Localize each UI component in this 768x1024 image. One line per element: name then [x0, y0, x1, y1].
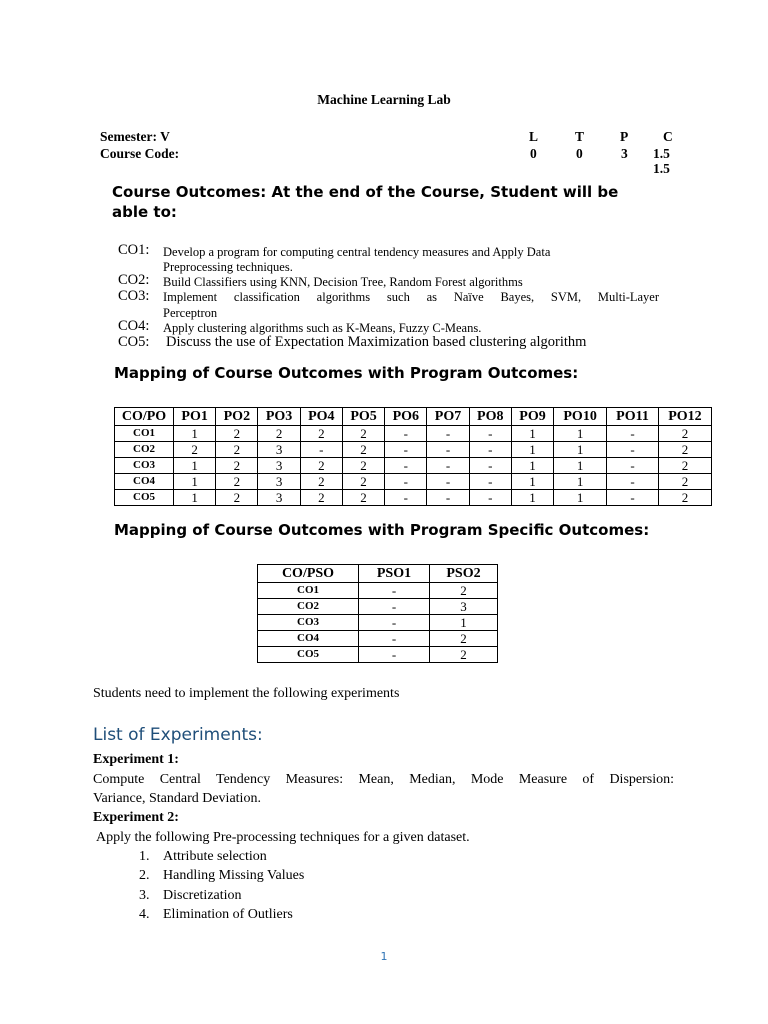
table-cell: - [427, 490, 469, 506]
experiment-2-intro: Apply the following Pre-processing techniques for a given dataset. [96, 830, 470, 845]
experiment-1-text: Compute Central Tendency Measures: Mean, Median, Mode Measure of Dispersion: [93, 772, 674, 787]
table-cell: 1 [554, 458, 607, 474]
co3-label: CO3: [118, 288, 150, 304]
table-cell: 2 [430, 647, 498, 663]
table-row [258, 615, 498, 631]
co5-label: CO5: [118, 334, 150, 350]
table-cell: 3 [258, 458, 300, 474]
table-cell: 3 [258, 474, 300, 490]
co1-text: Develop a program for computing central tendency measures and Apply Data [163, 245, 551, 259]
table-cell: - [607, 458, 659, 474]
co2-label: CO2: [118, 272, 150, 288]
table-cell: 2 [430, 583, 498, 599]
co3-text-cont: Perceptron [163, 306, 218, 320]
table-cell: - [359, 615, 430, 631]
co2-text: Build Classifiers using KNN, Decision Tree, Random Forest algorithms [163, 275, 523, 289]
list-item: Elimination of Outliers [163, 907, 293, 922]
table-cell: CO4 [115, 474, 174, 490]
table-cell: 1 [511, 442, 553, 458]
table-cell: - [385, 474, 427, 490]
page-title: Machine Learning Lab [317, 92, 451, 107]
table-header-cell: PO3 [258, 408, 300, 426]
table-cell: 3 [258, 442, 300, 458]
co3-text: Implement classification algorithms such as Naïve Bayes, SVM, Multi-Layer [163, 290, 659, 304]
page-number: 1 [380, 950, 388, 963]
table-cell: - [469, 474, 511, 490]
table-cell: - [359, 599, 430, 615]
co1-label: CO1: [118, 242, 150, 258]
table-cell: 2 [300, 474, 342, 490]
table-header-cell: PO8 [469, 408, 511, 426]
table-header-cell: PO7 [427, 408, 469, 426]
table-header-cell: PO6 [385, 408, 427, 426]
experiments-heading: List of Experiments: [93, 725, 263, 745]
table-cell: - [469, 426, 511, 442]
table-cell: 2 [342, 458, 384, 474]
table-header-cell: PSO2 [430, 565, 498, 583]
table-header-cell: PO12 [658, 408, 711, 426]
table-cell: - [385, 490, 427, 506]
table-cell: - [607, 490, 659, 506]
table-row [258, 583, 498, 599]
table-cell: - [385, 458, 427, 474]
table-row [115, 474, 712, 490]
table-cell: 1 [174, 458, 216, 474]
table-cell: 1 [511, 426, 553, 442]
table-cell: 2 [658, 442, 711, 458]
table-row [115, 458, 712, 474]
table-cell: - [607, 442, 659, 458]
course-code-label: Course Code: [100, 146, 180, 161]
table-header-cell: PO10 [554, 408, 607, 426]
experiment-1-text-cont: Variance, Standard Deviation. [93, 791, 261, 806]
table-cell: 2 [342, 426, 384, 442]
table-cell: 1 [554, 426, 607, 442]
table-cell: 1 [511, 458, 553, 474]
table-cell: 2 [342, 474, 384, 490]
table-cell: CO1 [115, 426, 174, 442]
list-item-number: 2. [139, 868, 150, 883]
table-cell: - [385, 426, 427, 442]
table-cell: - [359, 583, 430, 599]
table-row [115, 442, 712, 458]
table-cell: CO1 [258, 583, 359, 599]
co1-text-cont: Preprocessing techniques. [163, 260, 293, 274]
table-cell: 2 [300, 490, 342, 506]
table-cell: - [607, 474, 659, 490]
table-row [115, 426, 712, 442]
table-cell: CO2 [115, 442, 174, 458]
table-cell: 1 [174, 426, 216, 442]
table-cell: 1 [174, 490, 216, 506]
table-header-row [258, 565, 498, 583]
experiment-1-title: Experiment 1: [93, 752, 179, 767]
ltpc-value-c: 1.5 [653, 146, 670, 161]
table-cell: 2 [658, 474, 711, 490]
table-header-cell: PO9 [511, 408, 553, 426]
list-item-number: 4. [139, 907, 150, 922]
table-cell: - [469, 442, 511, 458]
ltpc-header-t: T [575, 129, 585, 144]
outcomes-heading-line1: Course Outcomes: At the end of the Course, Student will be [112, 183, 619, 201]
table-row [258, 599, 498, 615]
po-mapping-heading: Mapping of Course Outcomes with Program Outcomes: [114, 364, 579, 382]
table-cell: 2 [430, 631, 498, 647]
table-cell: 1 [554, 442, 607, 458]
table-row [258, 647, 498, 663]
table-cell: 1 [554, 490, 607, 506]
ltpc-value-t: 0 [576, 146, 583, 161]
semester-label: Semester: V [100, 129, 170, 144]
table-cell: 2 [258, 426, 300, 442]
table-cell: 2 [174, 442, 216, 458]
ltpc-value-l: 0 [530, 146, 537, 161]
ltpc-value-extra: 1.5 [653, 161, 670, 176]
table-cell: 2 [658, 490, 711, 506]
table-cell: 2 [658, 426, 711, 442]
table-header-cell: PO11 [607, 408, 659, 426]
table-cell: CO4 [258, 631, 359, 647]
table-header-cell: PO5 [342, 408, 384, 426]
co4-text: Apply clustering algorithms such as K-Means, Fuzzy C-Means. [163, 321, 482, 335]
ltpc-header-p: P [620, 129, 629, 144]
table-header-cell: PSO1 [359, 565, 430, 583]
table-cell: - [469, 490, 511, 506]
table-cell: 1 [511, 490, 553, 506]
co4-label: CO4: [118, 318, 150, 334]
table-cell: - [427, 426, 469, 442]
list-item: Handling Missing Values [163, 868, 305, 883]
table-cell: 2 [342, 490, 384, 506]
table-cell: CO5 [258, 647, 359, 663]
po-mapping-table [114, 407, 712, 506]
table-cell: - [359, 647, 430, 663]
table-row [115, 490, 712, 506]
table-cell: 1 [554, 474, 607, 490]
table-cell: 3 [258, 490, 300, 506]
list-item-number: 3. [139, 888, 150, 903]
students-note: Students need to implement the following experiments [93, 686, 400, 701]
table-cell: 3 [430, 599, 498, 615]
table-cell: - [385, 442, 427, 458]
pso-mapping-table [257, 564, 498, 663]
pso-mapping-heading: Mapping of Course Outcomes with Program Specific Outcomes: [114, 521, 650, 539]
table-cell: - [300, 442, 342, 458]
table-cell: 1 [174, 474, 216, 490]
outcomes-heading-line2: able to: [112, 203, 177, 221]
table-cell: 1 [511, 474, 553, 490]
table-cell: 1 [430, 615, 498, 631]
table-header-cell: PO1 [174, 408, 216, 426]
table-cell: 2 [216, 490, 258, 506]
list-item: Discretization [163, 888, 242, 903]
table-cell: 2 [216, 474, 258, 490]
ltpc-header-c: C [663, 129, 673, 144]
table-header-cell: PO4 [300, 408, 342, 426]
experiment-2-title: Experiment 2: [93, 810, 179, 825]
ltpc-value-p: 3 [621, 146, 628, 161]
table-cell: - [469, 458, 511, 474]
ltpc-header-l: L [529, 129, 539, 144]
table-cell: 2 [300, 426, 342, 442]
table-cell: 2 [658, 458, 711, 474]
table-header-cell: CO/PSO [258, 565, 359, 583]
co5-text: Discuss the use of Expectation Maximization based clustering algorithm [166, 334, 587, 350]
table-cell: 2 [216, 426, 258, 442]
list-item-number: 1. [139, 849, 150, 864]
table-cell: - [359, 631, 430, 647]
table-cell: CO3 [258, 615, 359, 631]
table-cell: 2 [300, 458, 342, 474]
table-cell: CO5 [115, 490, 174, 506]
table-header-cell: CO/PO [115, 408, 174, 426]
table-row [258, 631, 498, 647]
table-cell: CO3 [115, 458, 174, 474]
table-cell: - [427, 442, 469, 458]
table-cell: - [607, 426, 659, 442]
table-header-row [115, 408, 712, 426]
table-header-cell: PO2 [216, 408, 258, 426]
table-cell: - [427, 458, 469, 474]
table-cell: 2 [216, 458, 258, 474]
list-item: Attribute selection [163, 849, 267, 864]
table-cell: CO2 [258, 599, 359, 615]
table-cell: 2 [216, 442, 258, 458]
table-cell: - [427, 474, 469, 490]
table-cell: 2 [342, 442, 384, 458]
